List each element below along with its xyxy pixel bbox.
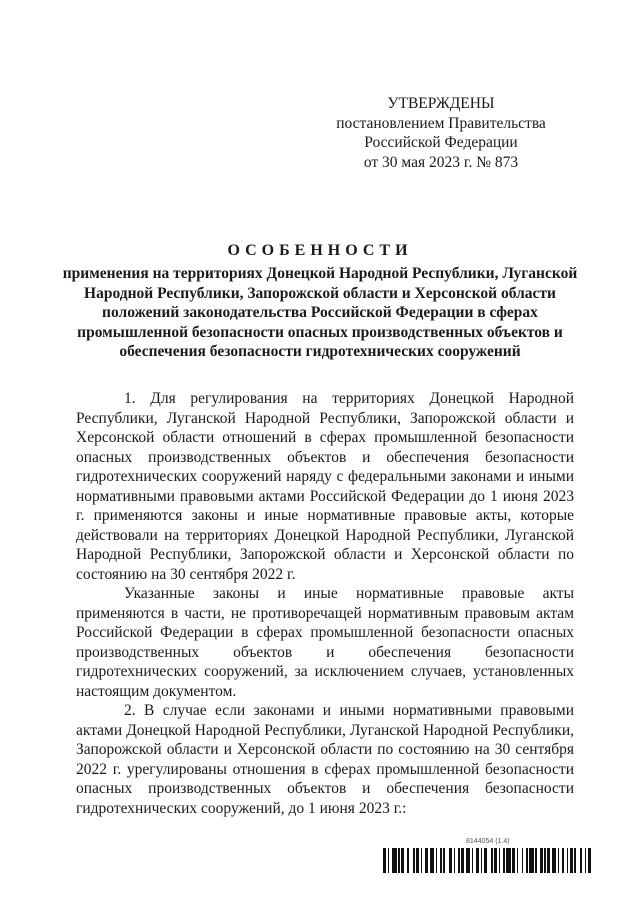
- barcode-bar: [591, 848, 593, 873]
- barcode-caption: 8144054 (1.4): [466, 838, 510, 845]
- approval-date-number: от 30 мая 2023 г. № 873: [363, 153, 519, 171]
- paragraph: 1. Для регулирования на территориях Донецкой Народной Республики, Луганской Народной Республики, Запорожской области и Херсонской области отношений в сферах промышленной безопасности опасных производственных объектов и обеспечения безопасности гидротехнических сооружений наряду с федеральными законами и иными нормативными правовыми актами Российской Федерации до 1 июня 2023 г. применяются законы и иные нормативные правовые акты, которые действовали на территориях Донецкой Народной Республики, Луганской Народной Республики, Запорожской области и Херсонской области по состоянию на 30 сентября 2022 г.: [76, 390, 574, 583]
- document-subtitle: применения на территориях Донецкой Народной Республики, Луганской Народной Республики, Запорожской области и Херсонской области положений законодательства Российской Федерации в сферах промышленной безопасности опасных производственных объектов и обеспечения безопасности гидротехнических сооружений: [62, 265, 578, 360]
- approval-heading: УТВЕРЖДЕНЫ: [387, 95, 495, 112]
- barcode-image: [383, 848, 593, 873]
- paragraph: Указанные законы и иные нормативные правовые акты применяются в части, не противоречащей нормативным правовым актам Российской Федерации в сферах промышленной безопасности опасных производственных объектов и обеспечения безопасности гидротехнических сооружений, за исключением случаев, установленных настоящим документом.: [76, 585, 574, 700]
- document-body: [76, 389, 574, 818]
- approval-block: [318, 94, 564, 172]
- document-title: ОСОБЕННОСТИ: [227, 242, 413, 259]
- approval-line: постановлением Правительства: [336, 114, 546, 132]
- approval-line: Российской Федерации: [364, 134, 518, 151]
- paragraph: 2. В случае если законами и иными нормативными правовыми актами Донецкой Народной Республики, Луганской Народной Республики, Запорожской области и Херсонской области по состоянию на 30 сентября 2022 г. урегулированы отношения в сферах промышленной безопасности опасных производственных объектов и обеспечения безопасности гидротехнических сооружений, до 1 июня 2023 г.:: [76, 702, 574, 817]
